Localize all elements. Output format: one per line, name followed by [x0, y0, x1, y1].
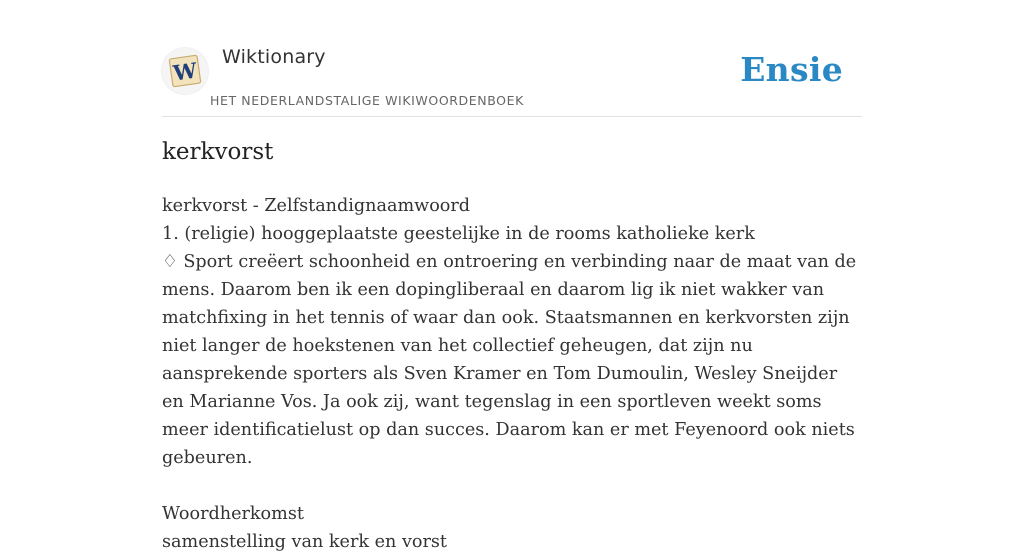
spacer	[162, 472, 862, 500]
site-tagline: HET NEDERLANDSTALIGE WIKIWOORDENBOEK	[210, 93, 524, 108]
ensie-brand-logo[interactable]: Ensie	[740, 50, 843, 89]
site-header	[162, 40, 862, 117]
entry-content	[162, 192, 862, 556]
example-quote: ♢ Sport creëert schoonheid en ontroering en verbinding naar de maat van de mens. Daarom ben ik een dopingliberaal en daarom lig ik niet wakker van matchfixing in het tennis of waar dan ook. Staatsmannen en kerkvorsten zijn niet langer de hoekstenen van het collectief geheugen, dat zijn nu aansprekende sporters als Sven Kramer en Tom Dumoulin, Wesley Sneijder en Marianne Vos. Ja ook zij, want tegenslag in een sportleven weekt soms meer identificatielust op dan succes. Daarom kan er met Feyenoord ook niets gebeuren.	[162, 252, 857, 468]
entry-title: kerkvorst	[162, 139, 274, 165]
etymology-heading: Woordherkomst	[162, 504, 304, 524]
site-name[interactable]: Wiktionary	[222, 46, 326, 68]
part-of-speech-line: kerkvorst - Zelfstandignaamwoord	[162, 196, 471, 216]
logo-letter: W	[171, 57, 199, 86]
wiktionary-logo-icon[interactable]	[162, 48, 208, 94]
etymology-text: samenstelling van kerk en vorst	[162, 532, 447, 552]
definition: 1. (religie) hooggeplaatste geestelijke in de rooms katholieke kerk	[162, 224, 755, 244]
